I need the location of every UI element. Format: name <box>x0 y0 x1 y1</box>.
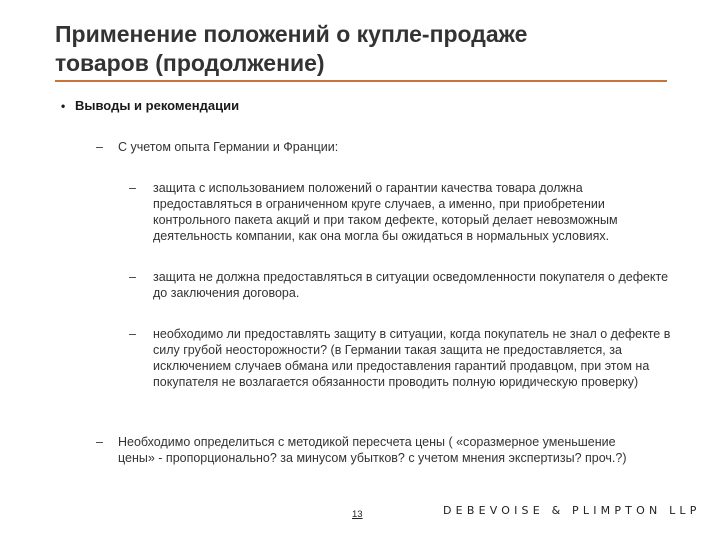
title-line-2: товаров (продолжение) <box>55 50 325 76</box>
slide-title <box>55 20 675 78</box>
sub-sub-item-3 <box>129 326 684 390</box>
firm-logo: DEBEVOISE & PLIMPTON LLP <box>443 504 701 517</box>
sub-item-experience-text: С учетом опыта Германии и Франции: <box>118 140 339 154</box>
dash-icon: – <box>96 140 103 154</box>
sub-item-price-text: Необходимо определиться с методикой пересчета цены ( «соразмерное уменьшение цены» - пропорционально? за минусом убытков? с учетом мнения экспертизы? проч.?) <box>118 435 627 465</box>
sub-item-price <box>96 434 641 466</box>
sub-sub-item-2 <box>129 269 684 301</box>
sub-sub-item-3-text: необходимо ли предоставлять защиту в ситуации, когда покупатель не знал о дефекте в силу грубой неосторожности? (в Германии такая защита не предоставляется, за исключением случаев обмана или предоставления гарантий продавцом, при этом на покупателя не возлагается обязанности проводить полную юридическую проверку) <box>153 327 671 389</box>
sub-item-experience <box>96 139 656 155</box>
dash-icon: – <box>96 435 103 449</box>
bullet-conclusions-label: Выводы и рекомендации <box>75 98 240 113</box>
title-divider <box>55 80 667 82</box>
dash-icon: – <box>129 181 136 195</box>
bullet-dot-icon: • <box>61 99 66 113</box>
dash-icon: – <box>129 327 136 341</box>
dash-icon: – <box>129 270 136 284</box>
sub-sub-item-1-text: защита с использованием положений о гарантии качества товара должна предоставляться в ограниченном круге случаев, а именно, при приобретении контрольного пакета акций и при таком дефекте, который делает невозможным деятельность компании, как она могла бы ожидаться в нормальных условиях. <box>153 181 618 243</box>
sub-sub-item-2-text: защита не должна предоставляться в ситуации осведомленности покупателя о дефекте до заключения договора. <box>153 270 669 300</box>
bullet-conclusions <box>61 98 239 114</box>
sub-sub-item-1 <box>129 180 684 244</box>
page-number: 13 <box>352 509 363 520</box>
title-line-1: Применение положений о купле-продаже <box>55 21 528 47</box>
